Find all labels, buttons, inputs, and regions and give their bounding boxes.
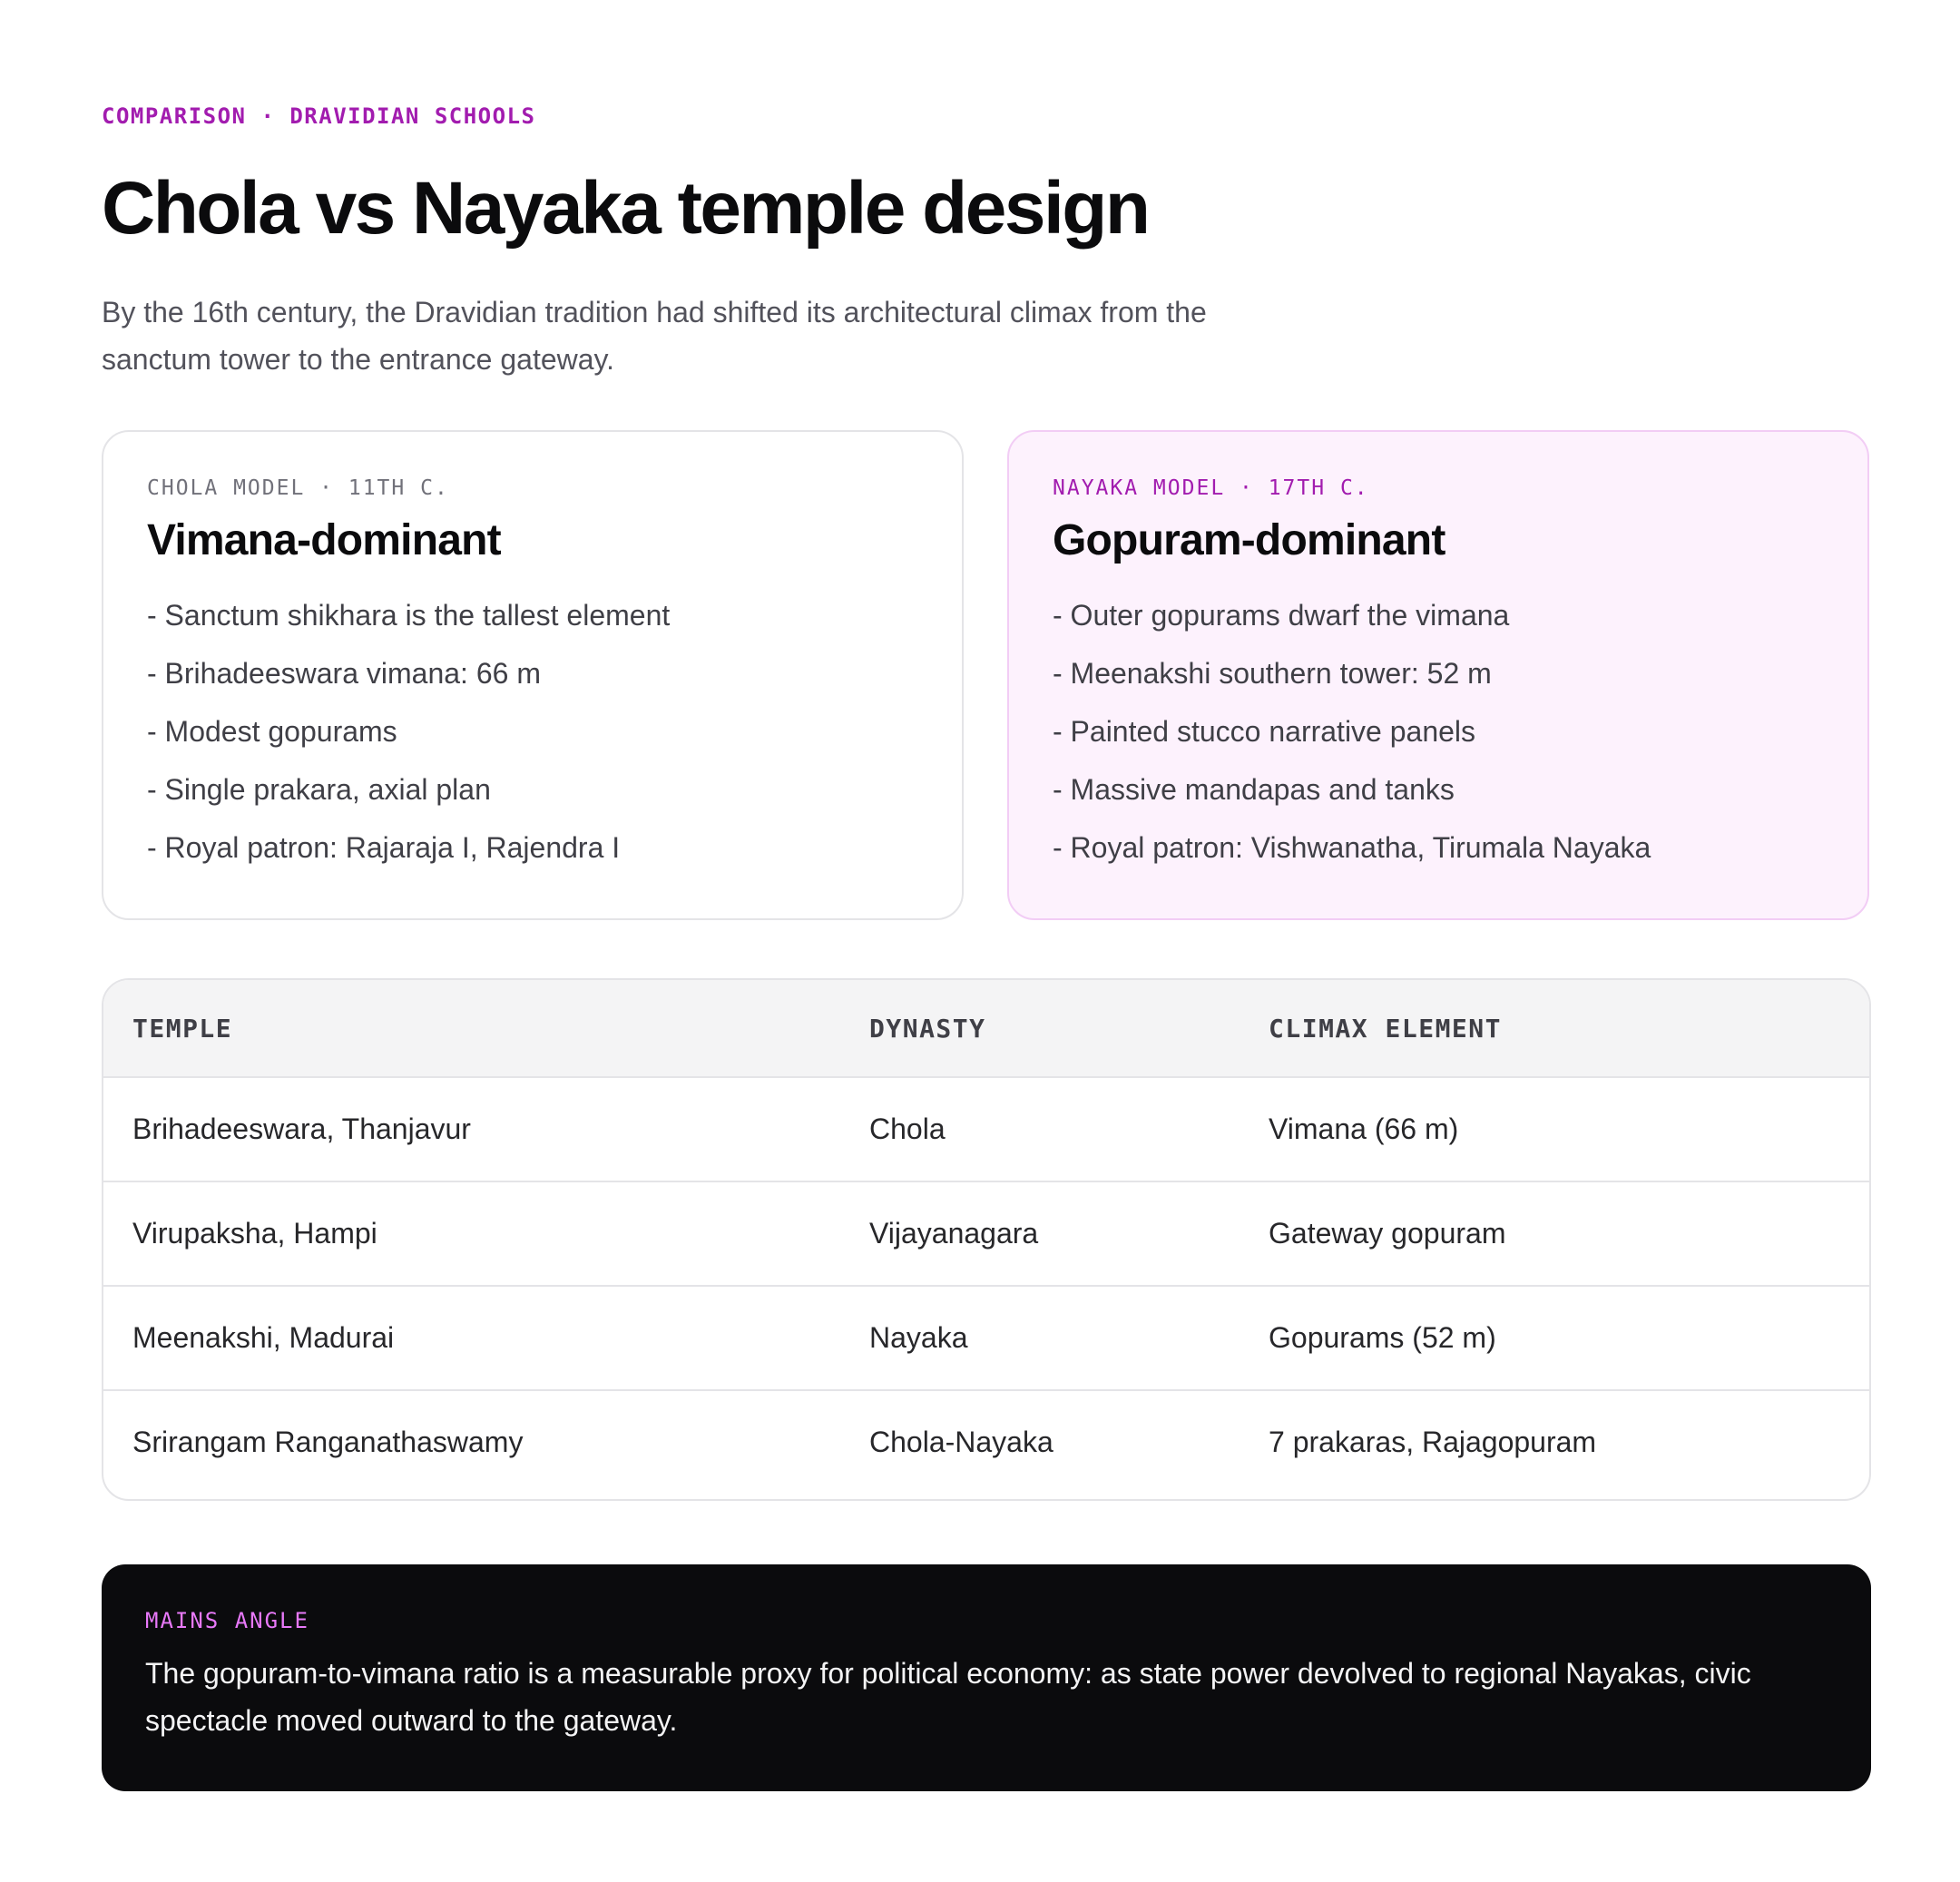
table-cell-dynasty: Chola — [840, 1077, 1240, 1181]
callout-text: The gopuram-to-vimana ratio is a measurable proxy for political economy: as state power devolved to regional Nayakas, civic spectacle moved outward to the gateway. — [145, 1657, 1751, 1737]
column-header-temple: TEMPLE — [103, 980, 840, 1077]
nayaka-model-card — [1007, 430, 1869, 920]
table-cell-temple: Brihadeeswara, Thanjavur — [103, 1077, 840, 1181]
column-header-climax-element: CLIMAX ELEMENT — [1240, 980, 1869, 1077]
page-subtitle: By the 16th century, the Dravidian tradition had shifted its architectural climax from the sanctum tower to the entrance gateway. — [102, 296, 1207, 376]
eyebrow-label: COMPARISON · DRAVIDIAN SCHOOLS — [102, 103, 536, 129]
list-item: - Sanctum shikhara is the tallest element — [147, 599, 671, 632]
chola-model-card — [102, 430, 964, 920]
data-table — [103, 980, 1869, 1494]
table-cell-dynasty: Vijayanagara — [840, 1181, 1240, 1286]
list-item: - Modest gopurams — [147, 715, 397, 748]
list-item: - Painted stucco narrative panels — [1053, 715, 1476, 748]
callout-kicker: MAINS ANGLE — [145, 1608, 309, 1633]
table-cell-climax: Gopurams (52 m) — [1240, 1286, 1869, 1390]
temple-comparison-table — [102, 978, 1871, 1501]
table-row — [103, 1286, 1869, 1390]
table-cell-climax: 7 prakaras, Rajagopuram — [1269, 1426, 1597, 1458]
card-title: Vimana-dominant — [147, 516, 501, 564]
table-header-row — [103, 980, 1869, 1077]
card-feature-list — [1053, 586, 1824, 877]
table-cell-temple: Srirangam Ranganathaswamy — [132, 1426, 524, 1458]
card-kicker: CHOLA MODEL · 11TH C. — [147, 476, 449, 500]
mains-angle-callout — [102, 1564, 1871, 1791]
table-cell-climax: Vimana (66 m) — [1240, 1077, 1869, 1181]
list-item: - Outer gopurams dwarf the vimana — [1053, 599, 1510, 632]
list-item: - Royal patron: Rajaraja I, Rajendra I — [147, 831, 621, 864]
table-cell-dynasty: Nayaka — [840, 1286, 1240, 1390]
list-item: - Royal patron: Vishwanatha, Tirumala Nayaka — [1053, 831, 1651, 864]
table-cell-climax: Gateway gopuram — [1240, 1181, 1869, 1286]
table-row — [103, 1077, 1869, 1181]
table-row — [103, 1390, 1869, 1494]
table-cell-dynasty: Chola-Nayaka — [869, 1426, 1054, 1458]
card-title: Gopuram-dominant — [1053, 516, 1446, 564]
page-title: Chola vs Nayaka temple design — [102, 167, 1149, 250]
column-header-dynasty: DYNASTY — [840, 980, 1240, 1077]
list-item: - Brihadeeswara vimana: 66 m — [147, 657, 541, 690]
list-item: - Single prakara, axial plan — [147, 773, 491, 806]
table-cell-temple: Meenakshi, Madurai — [103, 1286, 840, 1390]
list-item: - Meenakshi southern tower: 52 m — [1053, 657, 1492, 690]
list-item: - Massive mandapas and tanks — [1053, 773, 1455, 806]
card-feature-list — [147, 586, 918, 877]
table-cell-temple: Virupaksha, Hampi — [103, 1181, 840, 1286]
card-kicker: NAYAKA MODEL · 17TH C. — [1053, 476, 1369, 500]
table-row — [103, 1181, 1869, 1286]
comparison-page — [102, 102, 1871, 1737]
model-cards — [102, 430, 1871, 922]
